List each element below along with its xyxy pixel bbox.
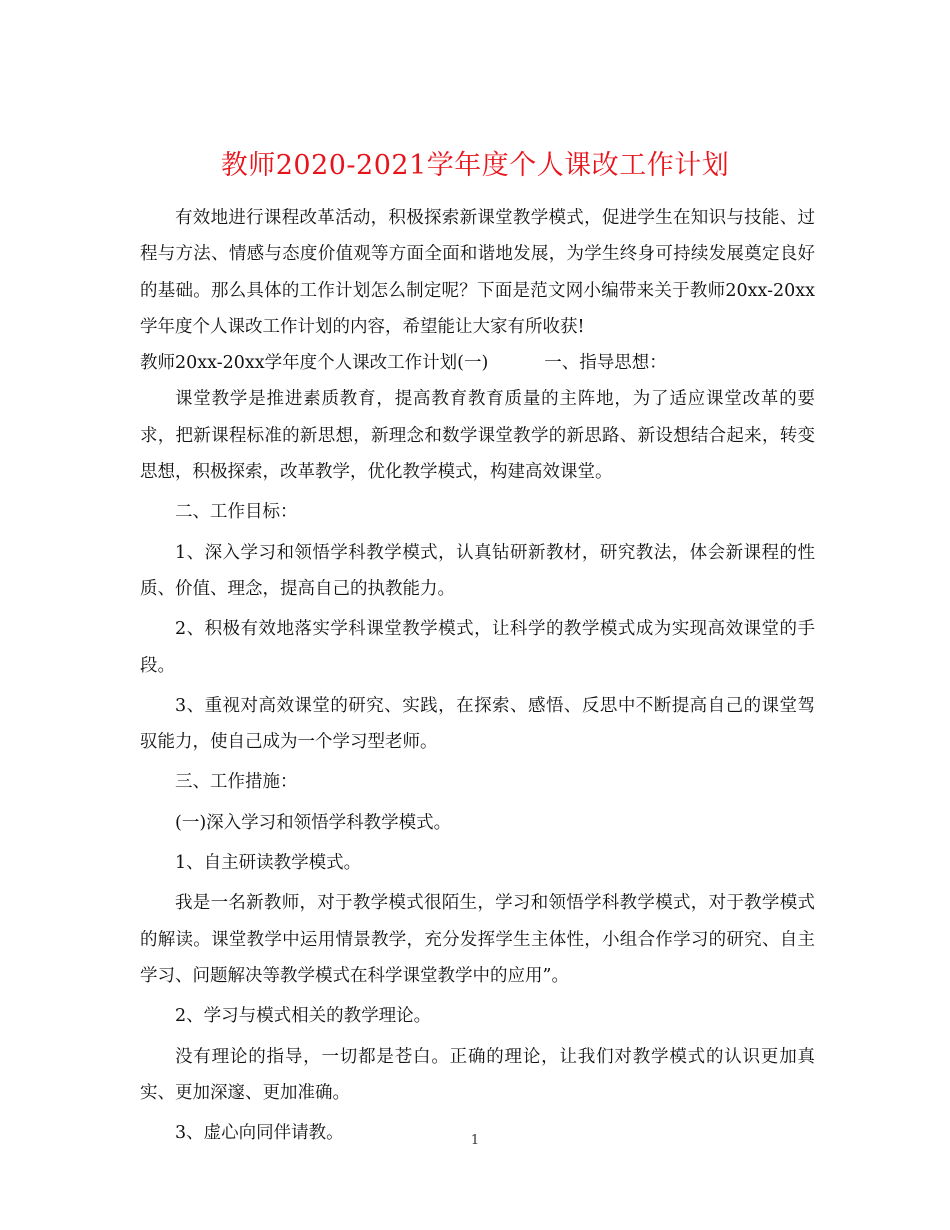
page-number: 1 bbox=[470, 1133, 480, 1148]
measure-item-1: 1、自主研读教学模式。 bbox=[175, 853, 362, 874]
measure-item-2: 2、学习与模式相关的教学理论。 bbox=[175, 1006, 432, 1027]
goal-item-2: 2、积极有效地落实学科课堂教学模式，让科学的教学模式成为实现高效课堂的手段。 bbox=[140, 619, 815, 676]
document-body bbox=[140, 200, 815, 1155]
section-heading-goals: 二、工作目标： bbox=[175, 502, 298, 523]
goal-item-3: 3、重视对高效课堂的研究、实践，在探索、感悟、反思中不断提高自己的课堂驾驭能力，使自己成为一个学习型老师。 bbox=[140, 695, 815, 753]
measure-item-1-text: 我是一名新教师，对于教学模式很陌生，学习和领悟学科教学模式，对于教学模式的解读。课堂教学中运用情景教学，充分发挥学生主体性，小组合作学习的研究、自主学习、问题解决等教学模式在科学课堂教学中的应用”。 bbox=[140, 893, 815, 986]
goal-item-1: 1、深入学习和领悟学科教学模式，认真钻研新教材，研究教法，体会新课程的性质、价值、理念，提高自己的执教能力。 bbox=[140, 542, 815, 599]
measure-heading-a: (一)深入学习和领悟学科教学模式。 bbox=[175, 812, 452, 833]
measure-item-2-text: 没有理论的指导，一切都是苍白。正确的理论，让我们对教学模式的认识更加真实、更加深邃、更加准确。 bbox=[140, 1046, 815, 1103]
section-heading-guiding: 一、指导思想： bbox=[544, 353, 667, 374]
subtitle-line bbox=[140, 345, 815, 381]
section-heading-measures: 三、工作措施： bbox=[175, 772, 298, 793]
guiding-paragraph: 课堂教学是推进素质教育，提高教育教育质量的主阵地，为了适应课堂改革的要求，把新课程标准的新思想，新理念和数学课堂教学的新思路、新设想结合起来，转变思想，积极探索，改革教学，优化教学模式，构建高效课堂。 bbox=[140, 389, 815, 483]
document-title: 教师2020-2021学年度个人课改工作计划 bbox=[220, 150, 730, 182]
measure-item-3: 3、虚心向同伴请教。 bbox=[175, 1123, 344, 1144]
intro-paragraph: 有效地进行课程改革活动，积极探索新课堂教学模式，促进学生在知识与技能、过程与方法、情感与态度价值观等方面全面和谐地发展，为学生终身可持续发展奠定良好的基础。那么具体的工作计划怎么制定呢？下面是范文网小编带来关于教师20xx-20xx学年度个人课改工作计划的内容，希望能让大家有所收获! bbox=[140, 208, 815, 337]
plan-subtitle: 教师20xx-20xx学年度个人课改工作计划(一) bbox=[140, 353, 489, 374]
